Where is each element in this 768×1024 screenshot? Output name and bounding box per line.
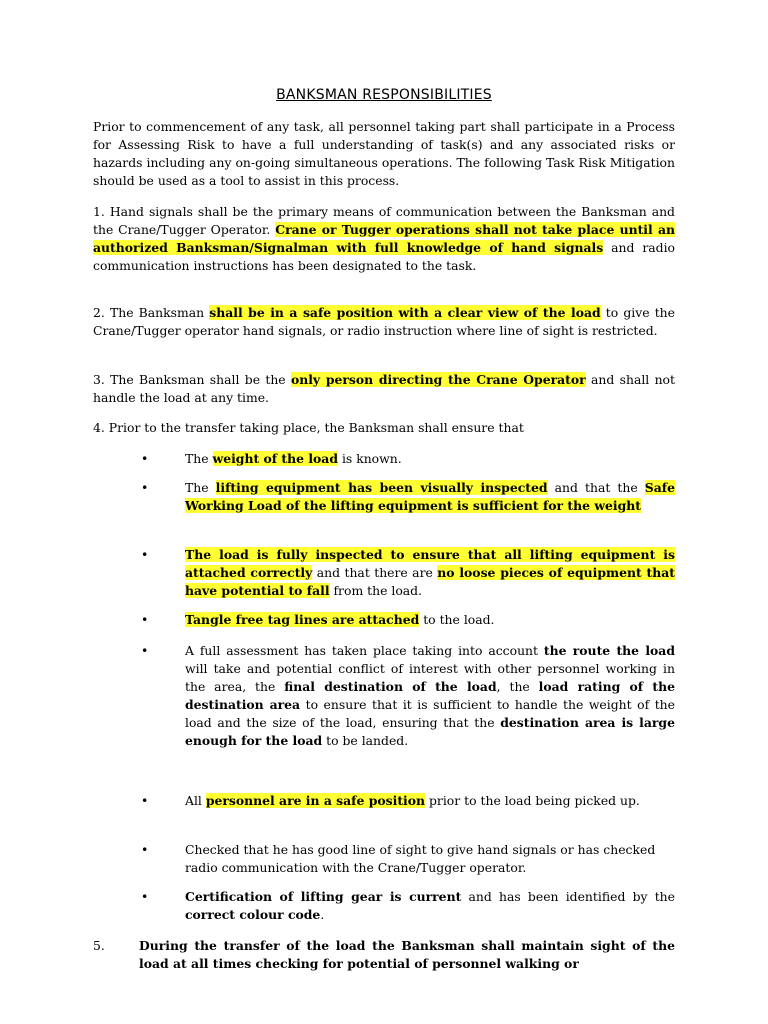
item-2-text-a: 2. The Banksman <box>93 305 210 320</box>
item-5-text: During the transfer of the load the Banksman shall maintain sight of the load at all times checking for potential of personnel walking or <box>139 938 675 971</box>
bullet-icon: • <box>141 842 149 857</box>
item-5-number: 5. <box>93 938 105 953</box>
item-2-highlight: shall be in a safe position with a clear view of the load <box>209 305 601 320</box>
bullet-icon: • <box>141 889 149 904</box>
bullet-highlight: Safe Working Load of the lifting equipment is sufficient for the weight <box>185 480 675 513</box>
bullet-text: The load is fully inspected to ensure that all lifting equipment is attached correctly and that there are no loose pieces of equipment that have potential to fall from the load. <box>185 547 676 598</box>
bullet-text: Certification of lifting gear is current and has been identified by the correct colour code. <box>185 889 675 922</box>
item-1-text-a: 1. Hand signals shall be the primary means of communication between the Banksman and the Crane/Tugger Operator. <box>93 204 675 237</box>
item-3-text-b: and shall not handle the load at any time. <box>93 372 676 405</box>
bullet-text: Checked that he has good line of sight to give hand signals or has checked radio communication with the Crane/Tugger operator. <box>185 842 656 875</box>
bullet-text: All personnel are in a safe position prior to the load being picked up. <box>185 793 640 808</box>
item-1-highlight: Crane or Tugger operations shall not take place until an authorized Banksman/Signalman with full knowledge of hand signals <box>93 222 676 255</box>
bullet-text: A full assessment has taken place taking into account the route the load will take and potential conflict of interest with other personnel working in the area, the final destination of the load, the load rating of the destination area to ensure that it is sufficient to handle the weight of the load and the size of the load, ensuring that the destination area is large enough for the load to be landed. <box>185 643 676 748</box>
bullet-icon: • <box>141 451 149 466</box>
intro-paragraph: Prior to commencement of any task, all personnel taking part shall participate in a Process for Assessing Risk to have a full understanding of task(s) and any associated risks or hazards including any on-going simultaneous operations. The following Task Risk Mitigation should be used as a tool to assist in this process. <box>93 119 675 188</box>
bullet-highlight: no loose pieces of equipment that have potential to fall <box>185 565 676 598</box>
bullet-icon: • <box>141 547 149 562</box>
bullet-text: The weight of the load is known. <box>185 451 402 466</box>
bullet-icon: • <box>141 480 149 495</box>
item-2 <box>93 304 675 340</box>
item-4: 4. Prior to the transfer taking place, the Banksman shall ensure that <box>93 420 524 435</box>
page-title: BANKSMAN RESPONSIBILITIES <box>276 87 492 103</box>
item-3 <box>93 371 675 407</box>
item-2-text-b: to give the Crane/Tugger operator hand signals, or radio instruction where line of sight is restricted. <box>93 305 675 338</box>
bullet-text: Tangle free tag lines are attached to the load. <box>185 612 495 627</box>
bullet-text: The lifting equipment has been visually inspected and that the Safe Working Load of the lifting equipment is sufficient for the weight <box>185 480 675 513</box>
bullet-highlight: lifting equipment has been visually inspected <box>215 480 548 495</box>
item-3-text-a: 3. The Banksman shall be the <box>93 372 291 387</box>
bullet-icon: • <box>141 612 149 627</box>
item-3-highlight: only person directing the Crane Operator <box>290 372 586 387</box>
bullet-icon: • <box>141 643 149 658</box>
item-1-text-b: and radio communication instructions has been designated to the task. <box>93 240 676 273</box>
bullet-icon: • <box>141 793 149 808</box>
bullet-highlight: weight of the load <box>212 451 338 466</box>
item-1 <box>93 203 675 275</box>
bullet-highlight: personnel are in a safe position <box>205 793 426 808</box>
bullet-highlight: The load is fully inspected to ensure that all lifting equipment is attached correctly <box>185 547 675 580</box>
bullet-highlight: Tangle free tag lines are attached <box>185 612 420 627</box>
